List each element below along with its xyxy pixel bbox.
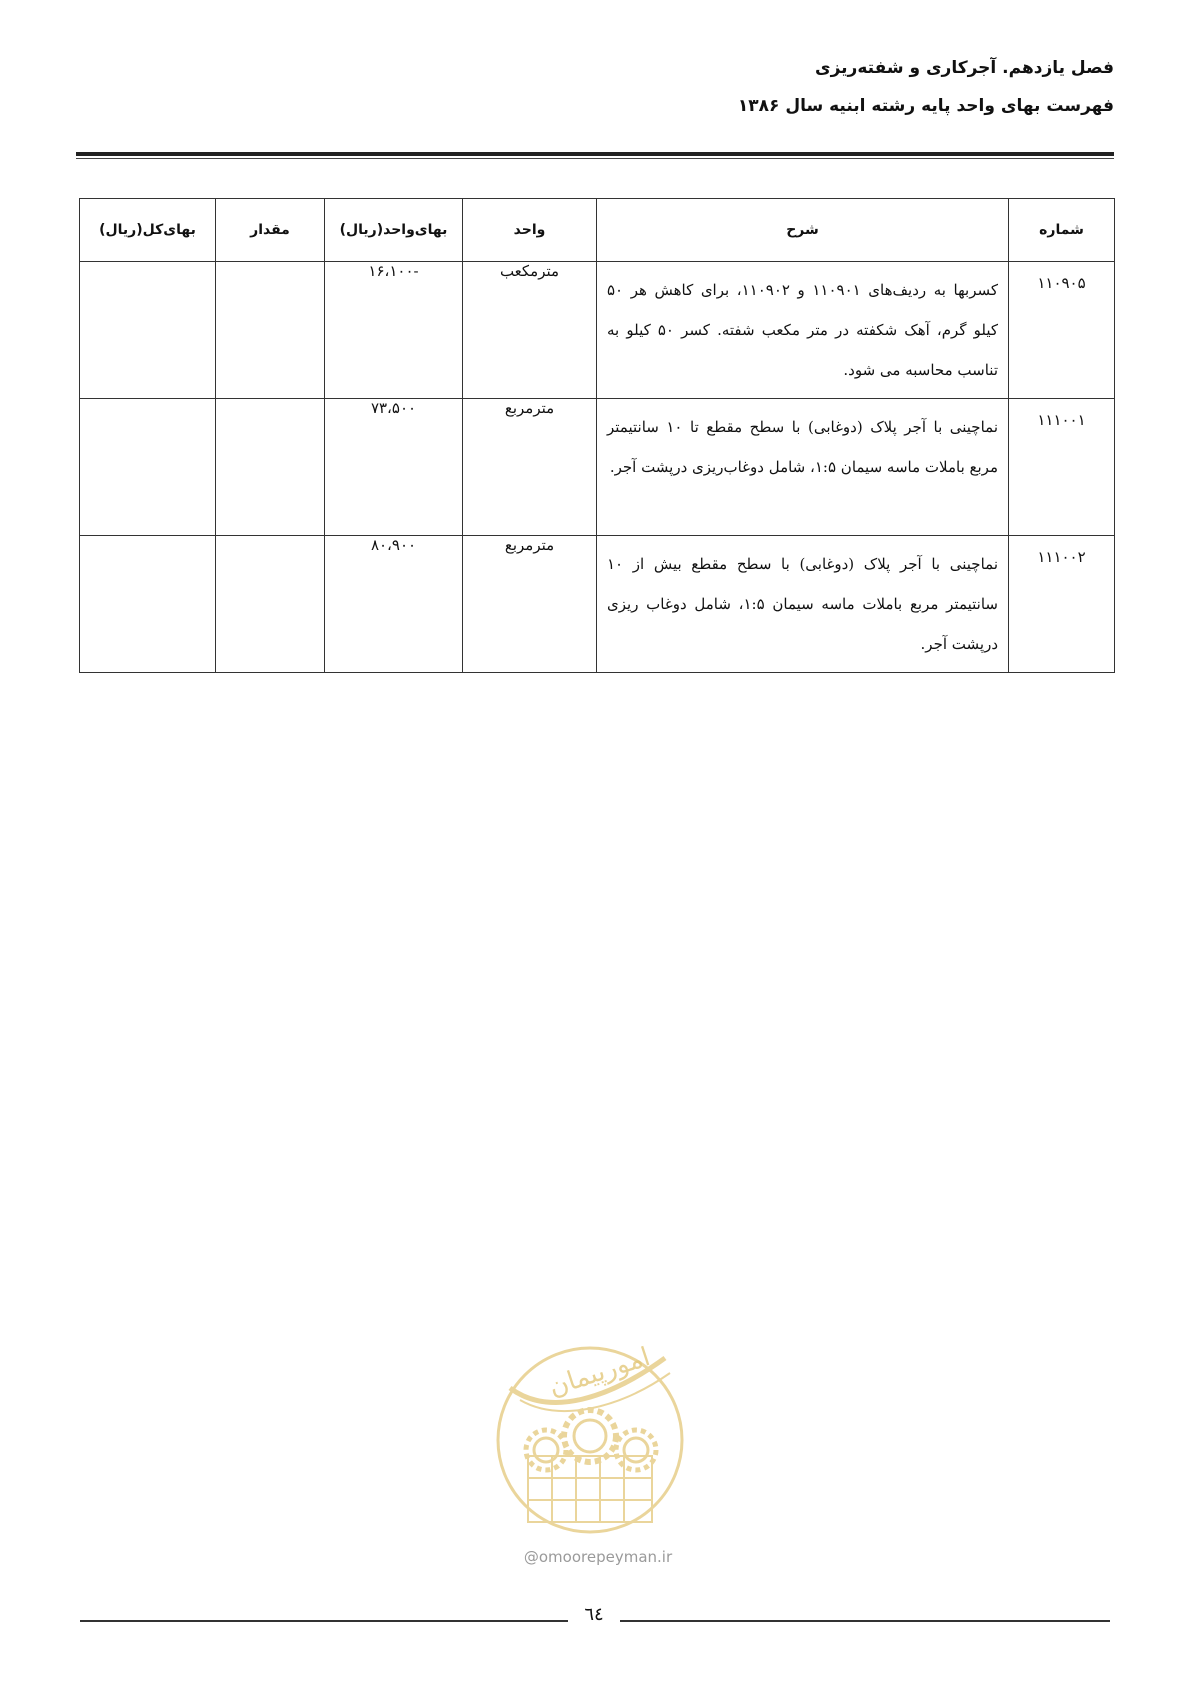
list-title: فهرست بهای واحد پایه رشته ابنیه سال ۱۳۸۶ [737,96,1114,116]
cell-unit: مترمربع [463,399,597,536]
cell-number: ۱۱۱۰۰۲ [1009,536,1115,673]
page-number: ٦٤ [584,1604,604,1625]
watermark-url: @omoorepeyman.ir [523,1548,673,1566]
page-header [738,58,1114,116]
header-rule-thin [76,158,1114,159]
col-header-unit-price: بهای‌واحد(ریال) [325,199,463,262]
table-row [80,399,1115,536]
col-header-description: شرح [597,199,1009,262]
col-header-quantity: مقدار [216,199,325,262]
col-header-unit: واحد [463,199,597,262]
cell-total-price [80,399,216,536]
cell-number: ۱۱۱۰۰۱ [1009,399,1115,536]
cell-description: نماچینی با آجر پلاک (دوغابی) با سطح مقطع تا ۱۰ سانتیمتر مربع باملات ماسه سیمان ۱:۵، شامل دوغاب‌ریزی درپشت آجر. [597,399,1009,536]
cell-unit-price: -۱۶،۱۰۰ [325,262,463,399]
cell-description: نماچینی با آجر پلاک (دوغابی) با سطح مقطع بیش از ۱۰ سانتیمتر مربع باملات ماسه سیمان ۱:۵، شامل دوغاب ریزی درپشت آجر. [597,536,1009,673]
cell-description: کسربها به ردیف‌های ۱۱۰۹۰۱ و ۱۱۰۹۰۲، برای کاهش هر ۵۰ کیلو گرم، آهک شکفته در متر مکعب شفته. کسر ۵۰ کیلو به تناسب محاسبه می شود. [597,262,1009,399]
cell-quantity [216,399,325,536]
price-table [79,198,1115,673]
watermark-logo-icon [490,1328,690,1550]
chapter-title: فصل یازدهم. آجرکاری و شفته‌ریزی [815,58,1114,78]
table-row [80,536,1115,673]
cell-number: ۱۱۰۹۰۵ [1009,262,1115,399]
cell-unit: مترمربع [463,536,597,673]
col-header-number: شماره [1009,199,1115,262]
cell-unit-price: ۷۳،۵۰۰ [325,399,463,536]
footer-rule-left [80,1620,568,1622]
watermark-logo [490,1328,690,1550]
table-header-row [80,199,1115,262]
cell-unit: مترمکعب [463,262,597,399]
table-row [80,262,1115,399]
col-header-total-price: بهای‌کل(ریال) [80,199,216,262]
header-rule-thick [76,152,1114,156]
watermark-logo-text: امورپیمان [545,1342,654,1403]
cell-unit-price: ۸۰،۹۰۰ [325,536,463,673]
cell-total-price [80,262,216,399]
footer-rule-right [620,1620,1110,1622]
cell-total-price [80,536,216,673]
cell-quantity [216,262,325,399]
cell-quantity [216,536,325,673]
